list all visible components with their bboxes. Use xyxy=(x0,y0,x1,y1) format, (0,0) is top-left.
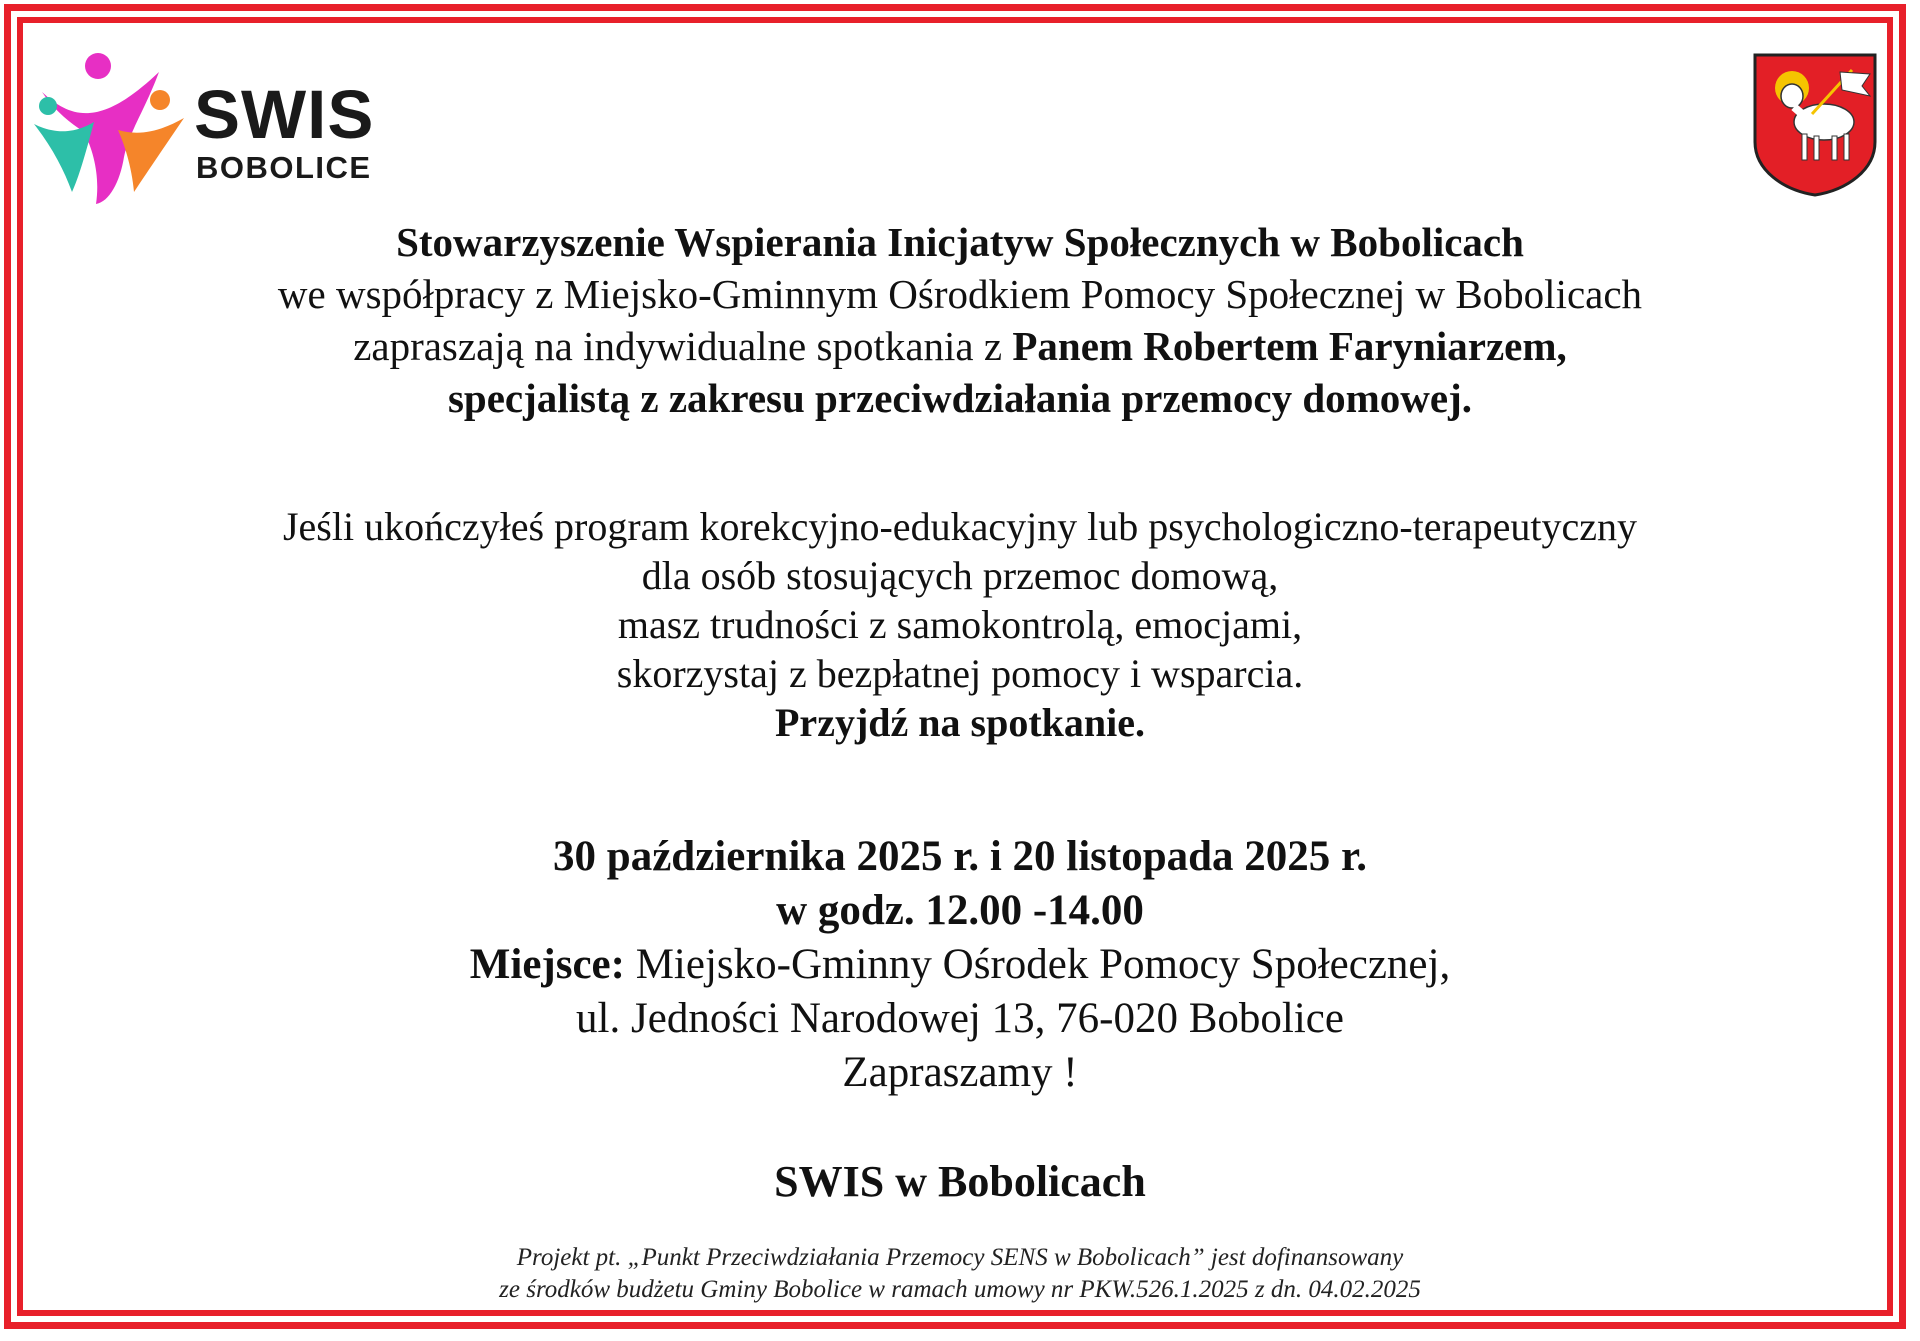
footer-note xyxy=(120,1242,1800,1306)
event-place xyxy=(120,938,1800,992)
event-dates: 30 października 2025 r. i 20 listopada 2025 r. xyxy=(553,833,1367,880)
lamb-coat-of-arms-icon xyxy=(1752,52,1878,198)
message-line-1: Jeśli ukończyłeś program korekcyjno-edukacyjny lub psychologiczno-terapeutyczny xyxy=(282,504,1637,549)
message-call-to-action: Przyjdź na spotkanie. xyxy=(775,700,1145,745)
signature: SWIS w Bobolicach xyxy=(774,1157,1146,1206)
event-block xyxy=(120,830,1800,1100)
logo-subtitle: BOBOLICE xyxy=(196,150,372,185)
message-line-4: skorzystaj z bezpłatnej pomocy i wsparcia. xyxy=(616,651,1304,696)
specialist-name: Panem Robertem Faryniarzem, xyxy=(1012,323,1567,369)
invitation-text: zapraszają na indywidualne spotkania z xyxy=(353,323,1013,369)
event-place-value: Miejsko-Gminny Ośrodek Pomocy Społecznej, xyxy=(624,941,1451,988)
event-place-label: Miejsce: xyxy=(469,941,625,988)
swis-logo xyxy=(34,52,374,212)
specialist-role: specjalistą z zakresu przeciwdziałania przemocy domowej. xyxy=(447,375,1473,421)
event-invite: Zapraszamy ! xyxy=(842,1049,1078,1096)
intro-block xyxy=(120,216,1800,424)
cooperation-line: we współpracy z Miejsko-Gminnym Ośrodkiem Pomocy Społecznej w Bobolicach xyxy=(277,271,1643,317)
event-address: ul. Jedności Narodowej 13, 76-020 Bobolice xyxy=(576,995,1344,1042)
footer-line-2: ze środków budżetu Gminy Bobolice w ramach umowy nr PKW.526.1.2025 z dn. 04.02.2025 xyxy=(499,1276,1421,1303)
invitation-line xyxy=(120,320,1800,372)
people-logo-icon xyxy=(34,52,194,212)
organization-name: Stowarzyszenie Wspierania Inicjatyw Społecznych w Bobolicach xyxy=(396,219,1524,265)
footer-line-1: Projekt pt. „Punkt Przeciwdziałania Przemocy SENS w Bobolicach” jest dofinansowany xyxy=(516,1244,1404,1271)
logo-title: SWIS xyxy=(194,76,375,153)
message-line-3: masz trudności z samokontrolą, emocjami, xyxy=(617,602,1303,647)
event-hours: w godz. 12.00 -14.00 xyxy=(776,887,1144,934)
message-line-2: dla osób stosujących przemoc domową, xyxy=(641,553,1279,598)
message-block xyxy=(120,502,1800,747)
